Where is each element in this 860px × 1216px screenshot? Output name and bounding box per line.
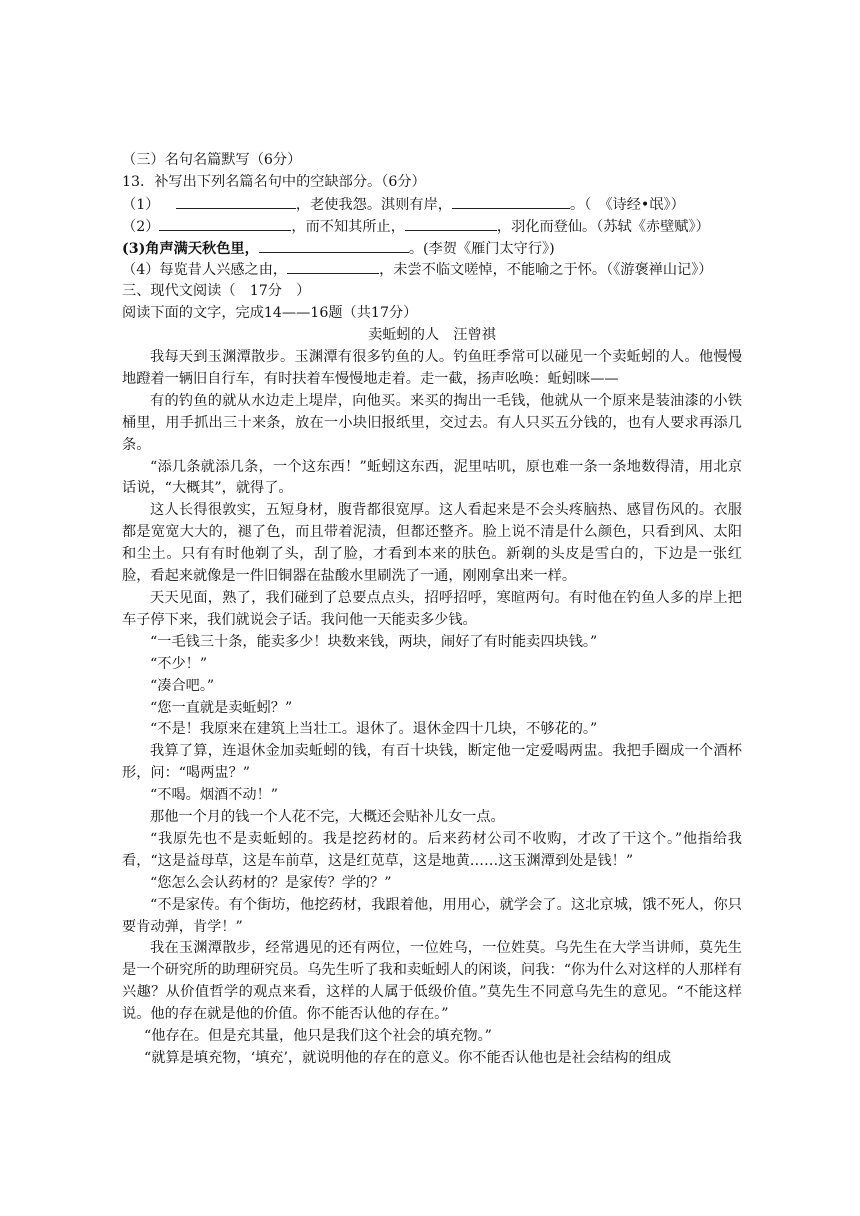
essay-paragraph: “不是家传。有个街坊，他挖药材，我跟着他，用用心，就学会了。这北京城，饿不死人，你只要肯动弹，肯学！”	[122, 896, 742, 935]
q13-4-prefix: （4）每览昔人兴感之由，	[122, 262, 288, 279]
q13-2-suffix: ，羽化而登仙。（苏轼《赤壁赋》）	[496, 218, 710, 235]
q13-1-prefix: （1）	[122, 196, 160, 213]
essay-paragraph: “您怎么会认药材的？是家传？学的？”	[150, 874, 392, 891]
q13-1-suffix: 。（ 《诗经•氓》）	[570, 196, 685, 213]
question-13-line-2	[122, 216, 742, 238]
essay-paragraph: “不喝。烟酒不动！”	[150, 787, 279, 804]
answer-blank[interactable]	[259, 238, 409, 253]
essay-paragraph: “添几条就添几条，一个这东西！”蚯蚓这东西，泥里咕叽，原也难一条一条地数得清，用北京话说，“大概其”，就得了。	[122, 458, 742, 497]
q13-3-suffix: 。(李贺《雁门太守行》)	[408, 240, 555, 257]
essay-paragraph: 我在玉渊潭散步，经常遇见的还有两位，一位姓乌，一位姓莫。乌先生在大学当讲师，莫先生是一个研究所的助理研究员。乌先生听了我和卖蚯蚓人的闲谈，问我：“你为什么对这样的人那样有兴趣？从价值哲学的观点来看，这样的人属于低级价值。”莫先生不同意乌先生的意见。“不能这样说。他的存在就是他的价值。你不能否认他的存在。”	[122, 940, 742, 1023]
reading-instruction: 阅读下面的文字，完成14——16题（共17分）	[122, 305, 418, 322]
essay-paragraph: “就算是填充物，‘填充’，就说明他的存在的意义。你不能否认他也是社会结构的组成	[144, 1050, 672, 1067]
essay-paragraph: “不是！我原来在建筑上当壮工。退休了。退休金四十几块，不够花的。”	[150, 721, 598, 738]
question-13-line-3	[122, 238, 742, 260]
modern-reading-header: 三、现代文阅读（ 17分 ）	[122, 283, 311, 300]
q13-1-middle: ，老使我怨。淇则有岸，	[295, 196, 452, 213]
q13-3-prefix: (3)角声满天秋色里，	[122, 240, 259, 257]
section-header: （三）名句名篇默写（6分）	[122, 152, 302, 168]
essay-paragraph: 那他一个月的钱一个人花不完，大概还会贴补儿女一点。	[150, 809, 505, 826]
essay-paragraph: “一毛钱三十条，能卖多少！块数来钱，两块，闹好了有时能卖四块钱。”	[150, 633, 598, 650]
answer-blank[interactable]	[405, 216, 497, 231]
essay-paragraph: “他存在。但是充其量，他只是我们这个社会的填充物。”	[144, 1028, 492, 1045]
essay-title: 卖蚯蚓的人 汪曾祺	[368, 327, 496, 344]
answer-blank[interactable]	[176, 194, 296, 209]
question-13-line-1	[122, 194, 742, 216]
q13-4-suffix: ，未尝不临文嗟悼，不能喻之于怀。（《游褒禅山记》）	[379, 262, 713, 279]
essay-paragraph: “我原先也不是卖蚯蚓的。我是挖药材的。后来药材公司不收购，才改了干这个。”他指给我看，“这是益母草，这是车前草，这是红苋草，这是地黄……这玉渊潭到处是钱！”	[122, 830, 742, 869]
document-page	[122, 150, 742, 1070]
essay-paragraph: 有的钓鱼的就从水边走上堤岸，向他买。来买的掏出一毛钱，他就从一个原来是装油漆的小铁桶里，用手抓出三十来条，放在一小块旧报纸里，交过去。有人只买五分钱的，也有人要求再添几条。	[122, 392, 742, 453]
answer-blank[interactable]	[287, 259, 379, 274]
essay-body	[122, 347, 742, 1070]
q13-2-middle: ，而不知其所止，	[291, 218, 405, 235]
q13-2-prefix: （2）	[122, 218, 160, 235]
essay-paragraph: “您一直就是卖蚯蚓？”	[150, 699, 293, 716]
essay-paragraph: 天天见面，熟了，我们碰到了总要点点头，招呼招呼，寒暄两句。有时他在钓鱼人多的岸上把车子停下来，我们就说会子话。我问他一天能卖多少钱。	[122, 589, 742, 628]
question-13-line-4	[122, 259, 742, 281]
question-13-stem: 13．补写出下列名篇名句中的空缺部分。（6分）	[122, 173, 426, 190]
essay-paragraph: 我每天到玉渊潭散步。玉渊潭有很多钓鱼的人。钓鱼旺季常可以碰见一个卖蚯蚓的人。他慢慢地蹬着一辆旧自行车，有时扶着车慢慢地走着。走一截，扬声吆唤：蚯蚓咪——	[122, 349, 742, 387]
essay-paragraph: 这人长得很敦实，五短身材，腹背都很宽厚。这人看起来是不会头疼脑热、感冒伤风的。衣服都是宽宽大大的，褪了色，而且带着泥渍，但都还整齐。脸上说不清是什么颜色，只看到风、太阳和尘土。只有有时他剃了头，刮了脸，才看到本来的肤色。新剃的头皮是雪白的，下边是一张红脸，看起来就像是一件旧铜器在盐酸水里刷洗了一通，刚刚拿出来一样。	[122, 502, 742, 585]
essay-paragraph: “凑合吧。”	[150, 677, 215, 694]
answer-blank[interactable]	[452, 194, 570, 209]
essay-paragraph: 我算了算，连退休金加卖蚯蚓的钱，有百十块钱，断定他一定爱喝两盅。我把手圈成一个酒杯形，问：“喝两盅？”	[122, 743, 742, 782]
answer-blank[interactable]	[159, 216, 291, 231]
essay-paragraph: “不少！”	[150, 655, 208, 672]
